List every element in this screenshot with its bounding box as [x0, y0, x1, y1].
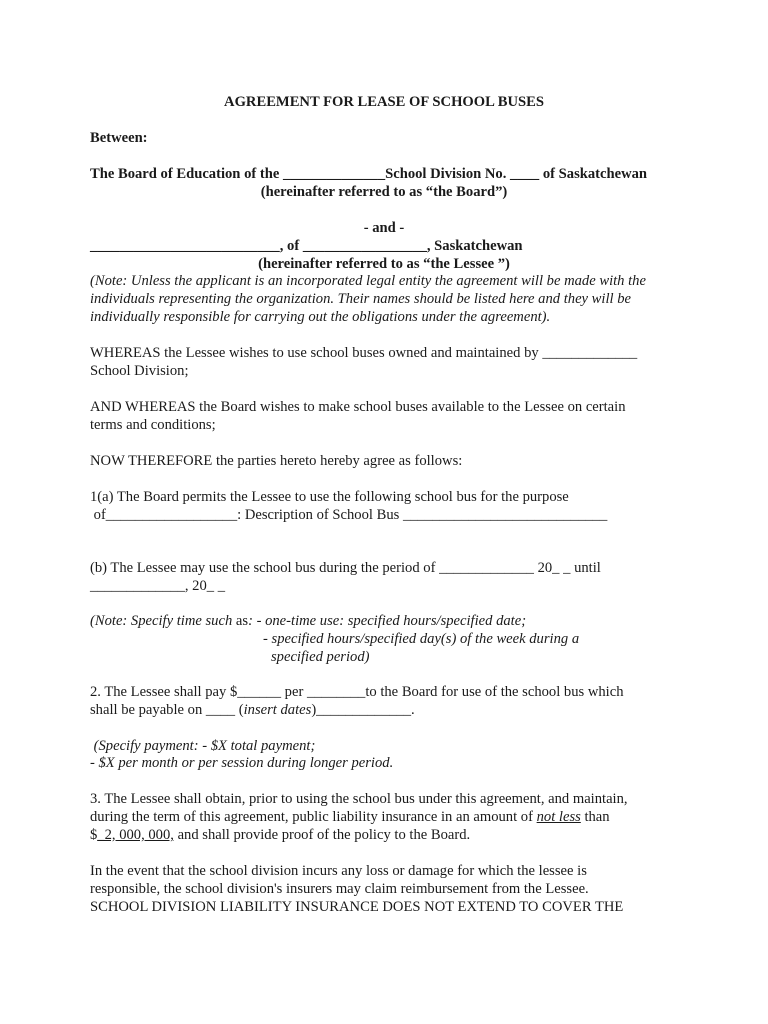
note-time-plain: as — [235, 613, 249, 629]
note-time-line-1 — [90, 612, 526, 630]
note-time-line-2: - specified hours/specified day(s) of the week during a — [263, 631, 580, 647]
clause-2-line-2 — [90, 701, 415, 719]
board-reference: (hereinafter referred to as “the Board”) — [260, 184, 508, 200]
clause-2-line-2-b: )_____________. — [311, 702, 415, 718]
document-title: AGREEMENT FOR LEASE OF SCHOOL BUSES — [224, 94, 544, 110]
clause-3-not-less: not less — [536, 809, 581, 825]
clause-3-line-2-b: than — [580, 809, 610, 825]
clause-1b-line-2: _____________, 20_ _ — [90, 578, 225, 594]
note-line-2: individuals representing the organization. Their names should be listed here and they will be — [90, 291, 631, 307]
whereas-line-1: WHEREAS the Lessee wishes to use school buses owned and maintained by _____________ — [90, 345, 638, 361]
note-time-italic-b: : - one-time use: specified hours/specified date; — [248, 613, 527, 629]
clause-3-amount: _2, 000, 000, — [97, 827, 174, 843]
specify-payment-line-1: (Specify payment: - $X total payment; — [90, 738, 316, 754]
clause-3-line-3 — [90, 826, 470, 844]
clause-2-line-2-a: shall be payable on ____ ( — [90, 702, 244, 718]
whereas-line-2: School Division; — [90, 363, 189, 379]
now-therefore: NOW THEREFORE the parties hereto hereby agree as follows: — [90, 453, 463, 469]
loss-line-2: responsible, the school division's insurers may claim reimbursement from the Lessee. — [90, 881, 589, 897]
note-line-3: individually responsible for carrying out the obligations under the agreement). — [90, 309, 551, 325]
clause-3-line-3-a: $ — [90, 827, 98, 843]
clause-3-line-3-b: and shall provide proof of the policy to the Board. — [173, 827, 471, 843]
clause-1b-line-1: (b) The Lessee may use the school bus during the period of _____________ 20_ _ until — [90, 560, 601, 576]
between-label: Between: — [90, 130, 148, 146]
clause-1a-line-1: 1(a) The Board permits the Lessee to use the following school bus for the purpose — [90, 489, 569, 505]
board-line: The Board of Education of the ______________School Division No. ____ of Saskatchewan — [90, 166, 648, 182]
clause-2-insert-dates: insert dates — [243, 702, 312, 718]
and-separator: - and - — [363, 220, 405, 236]
note-time-line-3: specified period) — [271, 649, 370, 665]
loss-line-1: In the event that the school division incurs any loss or damage for which the lessee is — [90, 863, 587, 879]
clause-2-line-1: 2. The Lessee shall pay $______ per ________to the Board for use of the school bus which — [90, 684, 624, 700]
note-time-italic-a: (Note: Specify time such — [90, 613, 236, 629]
and-whereas-line-2: terms and conditions; — [90, 417, 216, 433]
and-whereas-line-1: AND WHEREAS the Board wishes to make school buses available to the Lessee on certain — [90, 399, 626, 415]
loss-line-3: SCHOOL DIVISION LIABILITY INSURANCE DOES NOT EXTEND TO COVER THE — [90, 899, 624, 915]
clause-3-line-2-a: during the term of this agreement, public liability insurance in an amount of — [90, 809, 537, 825]
lessee-line: __________________________, of _________________, Saskatchewan — [90, 238, 523, 254]
clause-3-line-2 — [90, 808, 610, 826]
lessee-reference: (hereinafter referred to as “the Lessee ”) — [258, 256, 510, 272]
specify-payment-line-2: - $X per month or per session during longer period. — [90, 755, 394, 771]
note-line-1: (Note: Unless the applicant is an incorporated legal entity the agreement will be made with the — [90, 273, 646, 289]
clause-1a-line-2: of__________________: Description of School Bus ____________________________ — [90, 507, 608, 523]
clause-3-line-1: 3. The Lessee shall obtain, prior to using the school bus under this agreement, and maintain, — [90, 791, 628, 807]
